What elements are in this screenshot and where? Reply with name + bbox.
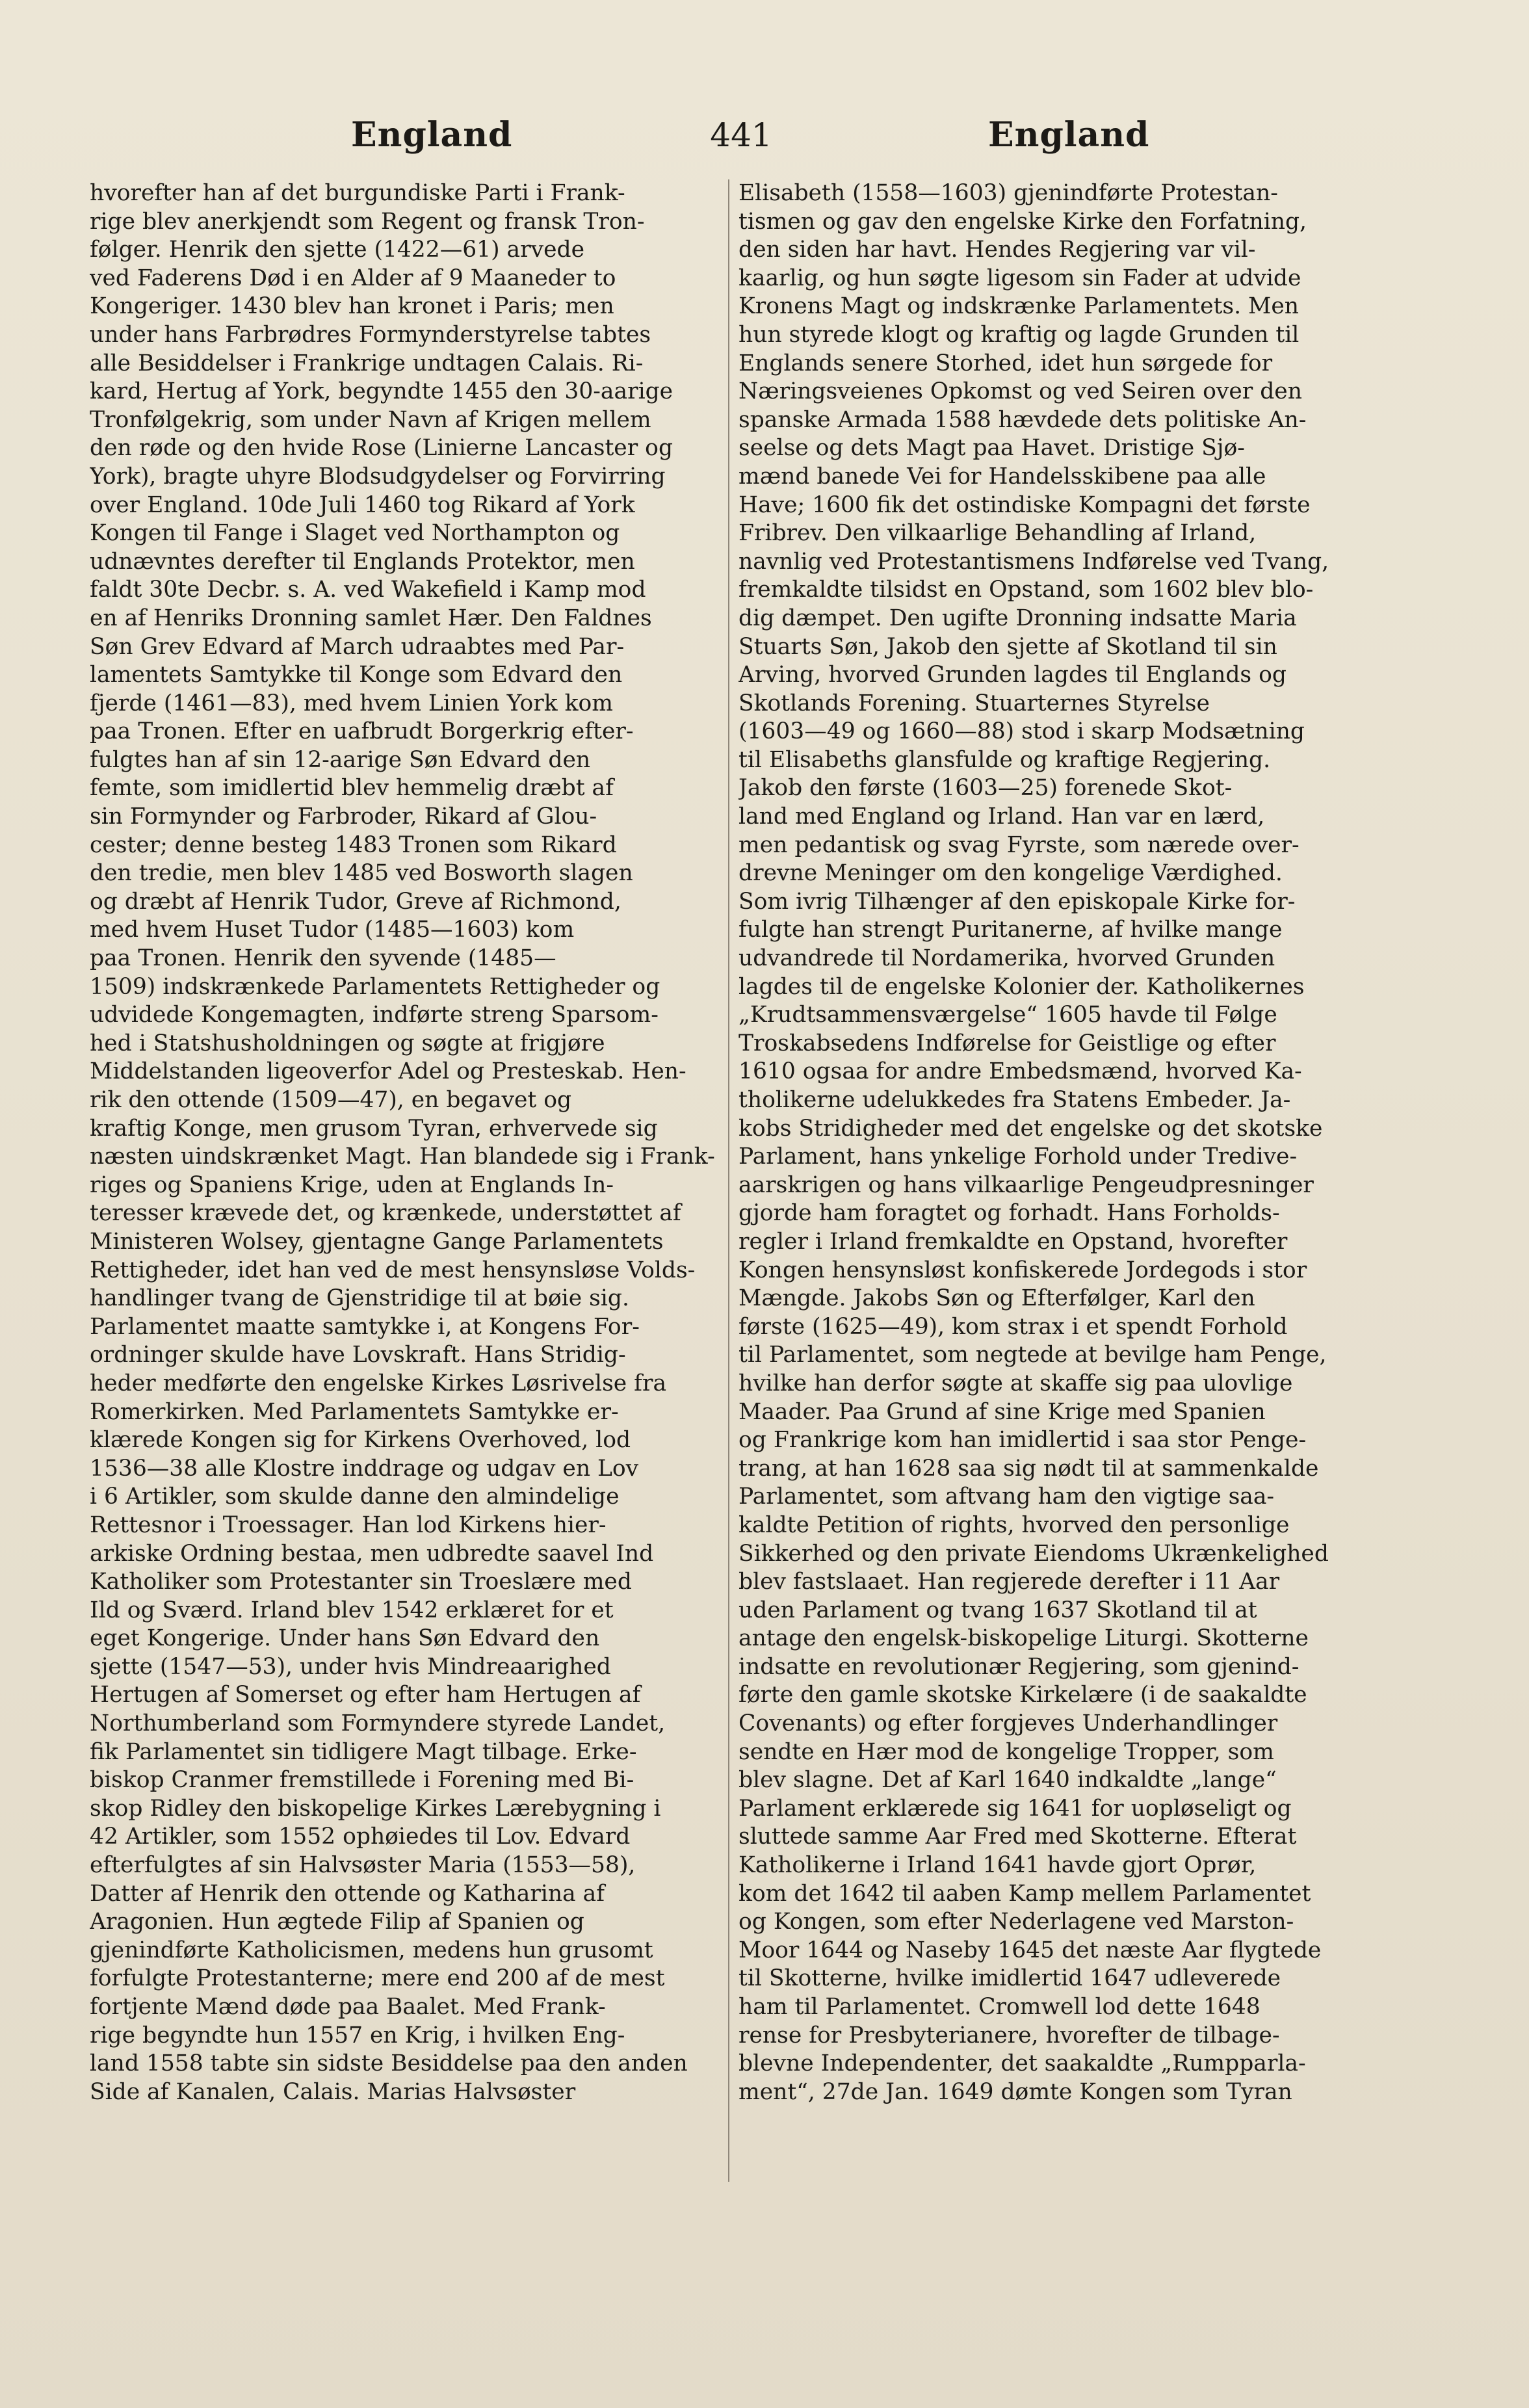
text-line: sendte en Hær mod de kongelige Tropper, som: [738, 1738, 1274, 1765]
column-divider: [728, 179, 729, 2182]
text-line: ordninger skulde have Lovskraft. Hans Stridig-: [90, 1342, 626, 1368]
text-line: Maader. Paa Grund af sine Krige med Spanien: [738, 1398, 1266, 1425]
text-line: Katholikerne i Irland 1641 havde gjort Oprør,: [738, 1852, 1257, 1879]
text-line: kaarlig, og hun søgte ligesom sin Fader at udvide: [738, 265, 1301, 291]
text-line: Romerkirken. Med Parlamentets Samtykke er-: [90, 1398, 619, 1425]
text-line: sin Formynder og Farbroder, Rikard af Glou-: [90, 804, 597, 830]
text-line: 1610 ogsaa for andre Embedsmænd, hvorved Ka-: [738, 1058, 1302, 1085]
text-line: den siden har havt. Hendes Regjering var vil-: [738, 237, 1256, 263]
text-line: trang, at han 1628 saa sig nødt til at sammenkalde: [738, 1455, 1319, 1482]
text-line: næsten uindskrænket Magt. Han blandede sig i Frank-: [90, 1144, 715, 1170]
text-line: 1536—38 alle Klostre inddrage og udgav en Lov: [90, 1455, 639, 1482]
text-line: biskop Cranmer fremstillede i Forening med Bi-: [90, 1767, 634, 1794]
text-line: ment“, 27de Jan. 1649 dømte Kongen som Tyran: [738, 2078, 1292, 2105]
text-line: lamentets Samtykke til Konge som Edvard den: [90, 662, 623, 688]
text-line: til Elisabeths glansfulde og kraftige Regjering.: [738, 746, 1271, 773]
text-line: rik den ottende (1509—47), en begavet og: [90, 1087, 572, 1113]
text-line: til Parlamentet, som negtede at bevilge ham Penge,: [738, 1342, 1327, 1368]
running-head-left: England: [351, 115, 513, 155]
text-line: femte, som imidlertid blev hemmelig dræbt af: [90, 775, 614, 802]
text-line: Troskabsedens Indførelse for Geistlige og efter: [738, 1030, 1276, 1056]
text-line: fortjente Mænd døde paa Baalet. Med Frank-: [90, 1994, 606, 2020]
text-line: antage den engelsk-biskopelige Liturgi. Skotterne: [738, 1625, 1309, 1652]
text-line: navnlig ved Protestantismens Indførelse ved Tvang,: [738, 548, 1329, 575]
text-line: paa Tronen. Efter en uafbrudt Borgerkrig efter-: [90, 718, 634, 745]
text-line: Hertugen af Somerset og efter ham Hertugen af: [90, 1682, 641, 1708]
text-line: blev fastslaaet. Han regjerede derefter i 11 Aar: [738, 1569, 1280, 1595]
text-line: alle Besiddelser i Frankrige undtagen Calais. Ri-: [90, 350, 644, 376]
text-line: land 1558 tabte sin sidste Besiddelse paa den anden: [90, 2050, 688, 2077]
text-line: Ministeren Wolsey, gjentagne Gange Parlamentets: [90, 1228, 664, 1255]
text-line: sluttede samme Aar Fred med Skotterne. Efterat: [738, 1824, 1297, 1850]
text-line: kom det 1642 til aaben Kamp mellem Parlamentet: [738, 1880, 1311, 1907]
text-line: uden Parlament og tvang 1637 Skotland til at: [738, 1597, 1257, 1623]
text-line: efterfulgtes af sin Halvsøster Maria (1553—58),: [90, 1852, 636, 1879]
text-line: Elisabeth (1558—1603) gjenindførte Protestan-: [738, 180, 1278, 206]
running-head-right: England: [988, 115, 1150, 155]
text-line: handlinger tvang de Gjenstridige til at bøie sig.: [90, 1285, 629, 1312]
text-line: drevne Meninger om den kongelige Værdighed.: [738, 860, 1283, 887]
left-text-column: [90, 179, 719, 2182]
text-line: Northumberland som Formyndere styrede Landet,: [90, 1710, 666, 1737]
text-line: 1509) indskrænkede Parlamentets Rettigheder og: [90, 973, 660, 1000]
text-line: Parlamentet maatte samtykke i, at Kongens For-: [90, 1313, 640, 1340]
text-line: rige begyndte hun 1557 en Krig, i hvilken Eng-: [90, 2022, 625, 2048]
text-line: hvilke han derfor søgte at skaffe sig paa ulovlige: [738, 1370, 1293, 1396]
text-line: følger. Henrik den sjette (1422—61) arvede: [90, 237, 585, 263]
text-line: spanske Armada 1588 hævdede dets politiske An-: [738, 406, 1307, 433]
text-line: sjette (1547—53), under hvis Mindreaarighed: [90, 1653, 611, 1680]
text-line: fulgte han strengt Puritanerne, af hvilke mange: [738, 917, 1283, 943]
text-line: gjenindførte Katholicismen, medens hun grusomt: [90, 1937, 653, 1963]
text-line: Middelstanden ligeoverfor Adel og Presteskab. Hen-: [90, 1058, 686, 1085]
text-line: fjerde (1461—83), med hvem Linien York kom: [90, 690, 613, 716]
text-line: regler i Irland fremkaldte en Opstand, hvorefter: [738, 1228, 1288, 1255]
text-line: riges og Spaniens Krige, uden at Englands In-: [90, 1171, 614, 1198]
text-line: eget Kongerige. Under hans Søn Edvard den: [90, 1625, 600, 1652]
text-line: Englands senere Storhed, idet hun sørgede for: [738, 350, 1273, 376]
text-line: Side af Kanalen, Calais. Marias Halvsøster: [90, 2078, 576, 2105]
text-line: over England. 10de Juli 1460 tog Rikard af York: [90, 491, 635, 518]
text-line: Katholiker som Protestanter sin Troeslære med: [90, 1569, 632, 1595]
text-line: rige blev anerkjendt som Regent og fransk Tron-: [90, 208, 645, 235]
text-line: i 6 Artikler, som skulde danne den almindelige: [90, 1484, 620, 1510]
text-line: 42 Artikler, som 1552 ophøiedes til Lov. Edvard: [90, 1824, 631, 1850]
text-line: tholikerne udelukkedes fra Statens Embeder. Ja-: [738, 1087, 1291, 1113]
text-line: „Krudtsammensværgelse“ 1605 havde til Følge: [738, 1002, 1277, 1028]
text-line: rense for Presbyterianere, hvorefter de tilbage-: [738, 2022, 1280, 2048]
right-text-column: [738, 179, 1368, 2182]
text-line: og dræbt af Henrik Tudor, Greve af Richmond,: [90, 888, 621, 915]
text-line: teresser krævede det, og krænkede, understøttet af: [90, 1200, 681, 1227]
text-line: med hvem Huset Tudor (1485—1603) kom: [90, 917, 575, 943]
text-line: York), bragte uhyre Blodsudgydelser og Forvirring: [90, 463, 666, 490]
text-line: kraftig Konge, men grusom Tyran, erhvervede sig: [90, 1115, 658, 1142]
text-line: første (1625—49), kom strax i et spendt Forhold: [738, 1313, 1288, 1340]
text-line: Kongen hensynsløst konfiskerede Jordegods i stor: [738, 1257, 1307, 1283]
text-line: ham til Parlamentet. Cromwell lod dette 1648: [738, 1994, 1261, 2020]
text-line: Rettesnor i Troessager. Han lod Kirkens hier-: [90, 1512, 607, 1538]
text-line: Stuarts Søn, Jakob den sjette af Skotland til sin: [738, 633, 1277, 660]
text-line: seelse og dets Magt paa Havet. Dristige Sjø-: [738, 435, 1245, 462]
text-line: gjorde ham foragtet og forhadt. Hans Forholds-: [738, 1200, 1280, 1227]
text-line: under hans Farbrødres Formynderstyrelse tabtes: [90, 321, 651, 348]
text-line: Fribrev. Den vilkaarlige Behandling af Irland,: [738, 520, 1257, 547]
text-line: skop Ridley den biskopelige Kirkes Lærebygning i: [90, 1795, 661, 1822]
text-line: fremkaldte tilsidst en Opstand, som 1602 blev blo-: [738, 577, 1314, 603]
text-line: til Skotterne, hvilke imidlertid 1647 udleverede: [738, 1965, 1281, 1992]
text-line: og Frankrige kom han imidlertid i saa stor Penge-: [738, 1427, 1307, 1454]
text-line: Rettigheder, idet han ved de mest hensynsløse Volds-: [90, 1257, 696, 1283]
text-line: Datter af Henrik den ottende og Katharina af: [90, 1880, 605, 1907]
text-line: kaldte Petition of rights, hvorved den personlige: [738, 1512, 1290, 1538]
text-line: og Kongen, som efter Nederlagene ved Marston-: [738, 1909, 1294, 1935]
text-line: kard, Hertug af York, begyndte 1455 den 30-aarige: [90, 378, 673, 405]
text-line: land med England og Irland. Han var en lærd,: [738, 804, 1265, 830]
text-line: en af Henriks Dronning samlet Hær. Den Faldnes: [90, 605, 652, 631]
text-line: heder medførte den engelske Kirkes Løsrivelse fra: [90, 1370, 667, 1396]
text-line: Parlamentet, som aftvang ham den vigtige saa-: [738, 1484, 1275, 1510]
text-line: cester; denne besteg 1483 Tronen som Rikard: [90, 831, 617, 858]
text-line: Skotlands Forening. Stuarternes Styrelse: [738, 690, 1210, 716]
text-line: Søn Grev Edvard af March udraabtes med Par-: [90, 633, 625, 660]
text-line: fik Parlamentet sin tidligere Magt tilbage. Erke-: [90, 1738, 637, 1765]
text-line: blevne Independenter, det saakaldte „Rumpparla-: [738, 2050, 1306, 2077]
text-line: Parlament erklærede sig 1641 for uopløseligt og: [738, 1795, 1292, 1822]
text-line: tismen og gav den engelske Kirke den Forfatning,: [738, 208, 1307, 235]
text-line: Som ivrig Tilhænger af den episkopale Kirke for-: [738, 888, 1296, 915]
text-line: Parlament, hans ynkelige Forhold under Tredive-: [738, 1144, 1298, 1170]
text-line: lagdes til de engelske Kolonier der. Katholikernes: [738, 973, 1305, 1000]
text-line: fulgtes han af sin 12-aarige Søn Edvard den: [90, 746, 591, 773]
text-line: den tredie, men blev 1485 ved Bosworth slagen: [90, 860, 633, 887]
text-line: Tronfølgekrig, som under Navn af Krigen mellem: [90, 406, 651, 433]
text-line: dig dæmpet. Den ugifte Dronning indsatte Maria: [738, 605, 1297, 631]
text-line: Covenants) og efter forgjeves Underhandlinger: [738, 1710, 1278, 1737]
text-line: blev slagne. Det af Karl 1640 indkaldte „lange“: [738, 1767, 1277, 1794]
text-line: faldt 30te Decbr. s. A. ved Wakefield i Kamp mod: [90, 577, 646, 603]
text-line: Aragonien. Hun ægtede Filip af Spanien og: [90, 1909, 584, 1935]
page-number: 441: [710, 116, 772, 154]
text-line: Moor 1644 og Naseby 1645 det næste Aar flygtede: [738, 1937, 1322, 1963]
text-line: Mængde. Jakobs Søn og Efterfølger, Karl den: [738, 1285, 1255, 1312]
text-line: men pedantisk og svag Fyrste, som nærede over-: [738, 831, 1300, 858]
text-line: udvandrede til Nordamerika, hvorved Grunden: [738, 945, 1275, 972]
text-line: Jakob den første (1603—25) forenede Skot-: [738, 775, 1233, 802]
text-line: hed i Statshusholdningen og søgte at frigjøre: [90, 1030, 605, 1056]
text-line: hvorefter han af det burgundiske Parti i Frank-: [90, 180, 625, 206]
text-line: Kronens Magt og indskrænke Parlamentets. Men: [738, 293, 1299, 320]
text-line: aarskrigen og hans vilkaarlige Pengeudpresninger: [738, 1171, 1314, 1198]
text-line: udvidede Kongemagten, indførte streng Sparsom-: [90, 1002, 659, 1028]
text-line: hun styrede klogt og kraftig og lagde Grunden til: [738, 321, 1300, 348]
text-line: arkiske Ordning bestaa, men udbredte saavel Ind: [90, 1540, 654, 1567]
text-line: (1603—49 og 1660—88) stod i skarp Modsætning: [738, 718, 1305, 745]
text-line: Arving, hvorved Grunden lagdes til Englands og: [738, 662, 1287, 688]
text-line: Næringsveienes Opkomst og ved Seiren over den: [738, 378, 1302, 405]
text-line: Kongen til Fange i Slaget ved Northampton og: [90, 520, 620, 547]
text-line: den røde og den hvide Rose (Linierne Lancaster og: [90, 435, 673, 462]
text-line: Kongeriger. 1430 blev han kronet i Paris; men: [90, 293, 614, 320]
text-line: paa Tronen. Henrik den syvende (1485—: [90, 945, 556, 972]
text-line: Sikkerhed og den private Eiendoms Ukrænkelighed: [738, 1540, 1329, 1567]
text-line: Have; 1600 fik det ostindiske Kompagni det første: [738, 491, 1311, 518]
text-line: kobs Stridigheder med det engelske og det skotske: [738, 1115, 1323, 1142]
text-line: mænd banede Vei for Handelsskibene paa alle: [738, 463, 1266, 490]
text-line: Ild og Sværd. Irland blev 1542 erklæret for et: [90, 1597, 614, 1623]
text-line: forfulgte Protestanterne; mere end 200 af de mest: [90, 1965, 665, 1992]
text-line: klærede Kongen sig for Kirkens Overhoved, lod: [90, 1427, 631, 1454]
text-line: førte den gamle skotske Kirkelære (i de saakaldte: [738, 1682, 1307, 1708]
text-line: indsatte en revolutionær Regjering, som gjenind-: [738, 1653, 1300, 1680]
text-line: ved Faderens Død i en Alder af 9 Maaneder to: [90, 265, 616, 291]
text-line: udnævntes derefter til Englands Protektor, men: [90, 548, 635, 575]
